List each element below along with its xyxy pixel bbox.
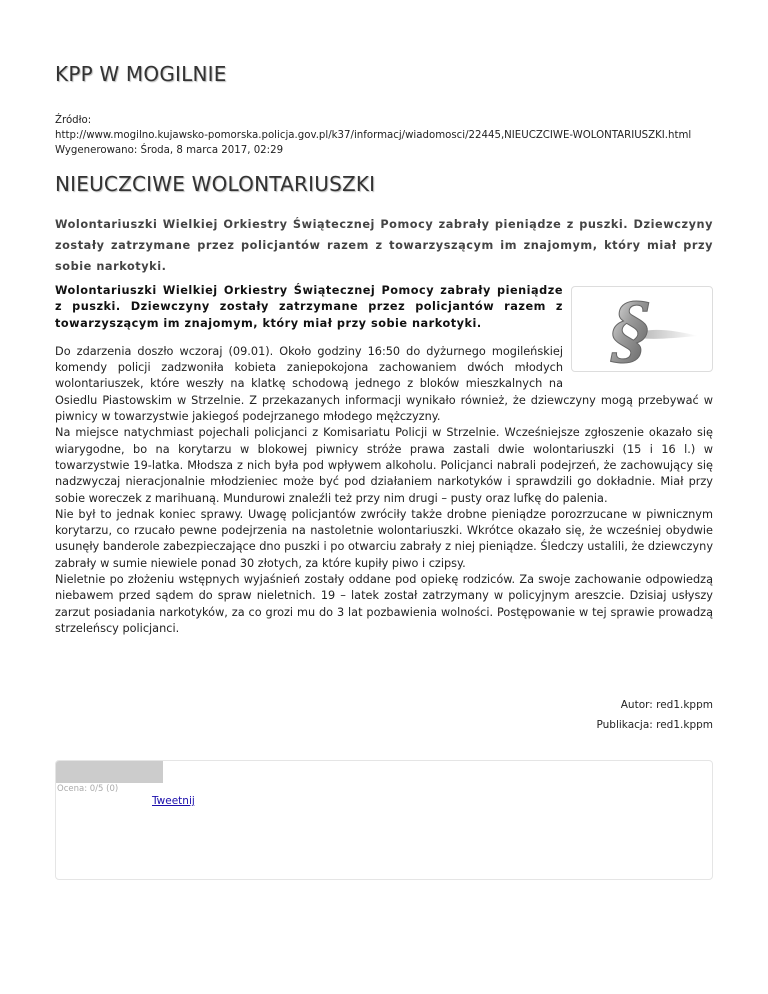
publication: Publikacja: red1.kppm [596,719,713,732]
article-image [571,286,713,372]
paragraph-section-icon [582,292,702,366]
source-url: http://www.mogilno.kujawsko-pomorska.policja.gov.pl/k37/informacj/wiadomosci/22445,NIEUCZCIWE-WOLONTARIUSZKI.html [55,130,692,141]
article-lead: Wolontariuszki Wielkiej Orkiestry Świątecznej Pomocy zabrały pieniądze z puszki. Dziewczyny zostały zatrzymane przez policjantów razem z towarzyszącym im znajomym, który miał przy sobie narkotyki. [55,218,713,273]
generated-timestamp: Wygenerowano: Środa, 8 marca 2017, 02:29 [55,145,284,156]
author: Autor: red1.kppm [620,699,713,712]
site-title: KPP W MOGILNIE [55,62,227,86]
tweet-link[interactable]: Tweetnij [152,795,195,808]
social-panel [55,760,713,880]
article-paragraph: Do zdarzenia doszło wczoraj (09.01). Około godziny 16:50 do dyżurnego mogileńskiej komendy policji zadzwoniła kobieta zaniepokojona zachowaniem dwóch młodych wolontariuszek, które weszły na klatkę schodową jednego z bloków mieszkalnych na Osiedlu Piastowskim w Strzelnie. Z przekazanych informacji wynikało również, że dziewczyny mogą przebywać w piwnicy w towarzystwie jakiegoś podejrzanego młodego mężczyzny. [55,344,713,424]
author-info [55,695,713,735]
article-content [55,283,713,637]
svg-text:§: § [610,292,650,366]
article-title: NIEUCZCIWE WOLONTARIUSZKI [55,172,376,196]
source-meta [55,113,713,158]
rating-text: Ocena: 0/5 (0) [57,784,119,795]
page [55,0,713,880]
source-label: Źródło: [55,115,92,126]
article-strong-lead: Wolontariuszki Wielkiej Orkiestry Świątecznej Pomocy zabrały pieniądze z puszki. Dziewczyny zostały zatrzymane przez policjantów razem z towarzyszącym im znajomym, który miał przy sobie narkotyki. [55,284,563,330]
article-paragraph: Na miejsce natychmiast pojechali policjanci z Komisariatu Policji w Strzelnie. Wcześniejsze zgłoszenie okazało się wiarygodne, bo na korytarzu w blokowej piwnicy stróże prawa zastali dwie wolontariuszki (15 i 16 l.) w towarzystwie 19-latka. Młodsza z nich była pod wpływem alkoholu. Policjanci nabrali podejrzeń, że zachowujący się nadzwyczaj nieracjonalnie młodzieniec może być pod działaniem narkotyków i sprawdzili go dokładnie. Miał przy sobie woreczek z marihuaną. Mundurowi znaleźli też przy nim drugi – pusty oraz lufkę do palenia. [55,426,713,505]
article-paragraph: Nieletnie po złożeniu wstępnych wyjaśnień zostały oddane pod opiekę rodziców. Za swoje zachowanie odpowiedzą niebawem przed sądem do spraw nieletnich. 19 – latek został zatrzymany w policyjnym areszcie. Dzisiaj usłyszy zarzut posiadania narkotyków, za co grozi mu do 3 lat pozbawienia wolności. Postępowanie w tej sprawie prowadzą strzeleńscy policjanci. [55,573,713,635]
article-paragraph: Nie był to jednak koniec sprawy. Uwagę policjantów zwróciły także drobne pieniądze porozrzucane w piwnicznym korytarzu, co rzucało pewne podejrzenia na nastoletnie wolontariuszki. Wkrótce okazało się, że wcześniej obydwie usunęły banderole zabezpieczające dno puszki i po otwarciu zabrały z niej pieniądze. Śledczy ustalili, że dziewczyny zabrały w sumie niewiele ponad 30 złotych, za które kupiły piwo i czipsy. [55,507,713,570]
rating-bar[interactable] [56,761,163,783]
